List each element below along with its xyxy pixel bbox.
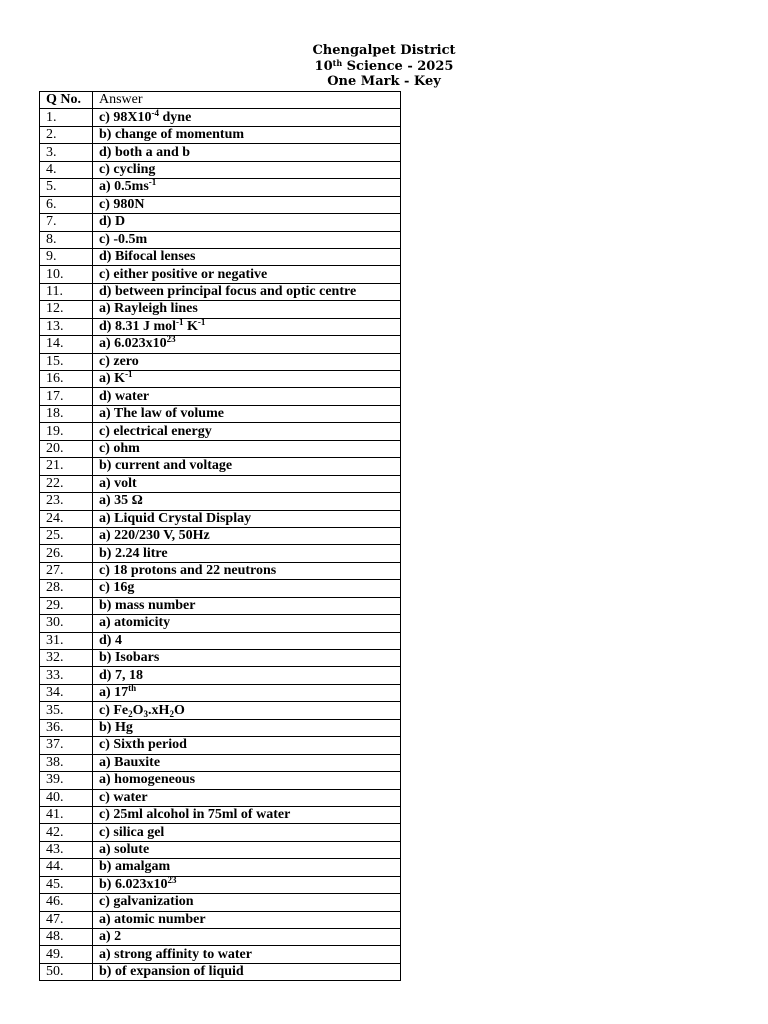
answer-fragment: d) 8.31 J mol (99, 318, 176, 334)
table-row (40, 405, 401, 422)
question-number: 25. (40, 527, 93, 544)
answer-fragment: a) volt (99, 475, 137, 491)
column-header-answer: Answer (93, 92, 401, 109)
table-row (40, 458, 401, 475)
answer-text (93, 109, 401, 126)
answer-text (93, 929, 401, 946)
answer-text (93, 371, 401, 388)
question-number: 44. (40, 859, 93, 876)
answer-text (93, 336, 401, 353)
question-number: 2. (40, 126, 93, 143)
table-row (40, 562, 401, 579)
exam-subject-year: Science - 2025 (342, 58, 454, 74)
table-row (40, 109, 401, 126)
table-row (40, 336, 401, 353)
question-number: 28. (40, 580, 93, 597)
table-row (40, 702, 401, 719)
answer-fragment: c) galvanization (99, 894, 194, 910)
question-number: 6. (40, 196, 93, 213)
table-row (40, 911, 401, 928)
table-row (40, 684, 401, 701)
table-row (40, 597, 401, 614)
answer-fragment: c) 16g (99, 580, 135, 596)
answer-superscript: -1 (197, 318, 206, 327)
answer-text (93, 946, 401, 963)
answer-text (93, 684, 401, 701)
question-number: 4. (40, 161, 93, 178)
table-row (40, 737, 401, 754)
answer-fragment: c) silica gel (99, 824, 165, 840)
table-row (40, 510, 401, 527)
answer-fragment: a) atomic number (99, 911, 206, 927)
table-row (40, 248, 401, 265)
answer-subscript: 3 (143, 708, 149, 719)
table-row (40, 929, 401, 946)
answer-text (93, 597, 401, 614)
answer-text (93, 440, 401, 457)
answer-fragment: b) Isobars (99, 650, 160, 666)
answer-text (93, 911, 401, 928)
answer-fragment: O (132, 702, 144, 718)
answer-fragment: b) 6.023x10 (99, 876, 168, 892)
question-number: 21. (40, 458, 93, 475)
table-row (40, 946, 401, 963)
answer-fragment: b) mass number (99, 597, 196, 613)
table-row (40, 475, 401, 492)
answer-fragment: dyne (159, 109, 192, 125)
answer-text (93, 144, 401, 161)
answer-fragment: a) 6.023x10 (99, 336, 167, 352)
answer-fragment: a) 0.5ms (99, 179, 149, 195)
answer-superscript: -1 (176, 318, 184, 327)
table-row (40, 266, 401, 283)
answer-fragment: d) 7, 18 (99, 667, 143, 683)
answer-text (93, 772, 401, 789)
answer-fragment: O (173, 702, 185, 718)
table-row (40, 824, 401, 841)
table-row (40, 493, 401, 510)
answer-fragment: b) amalgam (99, 859, 171, 875)
answer-fragment: c) -0.5m (99, 231, 148, 247)
answer-fragment: K (183, 318, 198, 334)
table-row (40, 719, 401, 736)
answer-text (93, 702, 401, 719)
answer-text (93, 806, 401, 823)
table-row (40, 876, 401, 893)
table-row (40, 545, 401, 562)
question-number: 49. (40, 946, 93, 963)
answer-fragment: a) Rayleigh lines (99, 301, 198, 317)
exam-grade: 10 (314, 58, 333, 74)
answer-text (93, 580, 401, 597)
question-number: 40. (40, 789, 93, 806)
answer-text (93, 510, 401, 527)
table-row (40, 789, 401, 806)
question-number: 7. (40, 214, 93, 231)
answer-text (93, 650, 401, 667)
answer-fragment: b) Hg (99, 719, 133, 735)
table-row (40, 440, 401, 457)
answer-fragment: d) water (99, 388, 150, 404)
answer-fragment: a) solute (99, 842, 150, 858)
answer-text (93, 231, 401, 248)
table-row (40, 179, 401, 196)
answer-fragment: b) 2.24 litre (99, 545, 168, 561)
answer-text (93, 615, 401, 632)
answer-text (93, 737, 401, 754)
answer-text (93, 963, 401, 980)
answer-text (93, 789, 401, 806)
table-row (40, 894, 401, 911)
question-number: 20. (40, 440, 93, 457)
exam-title (254, 59, 514, 75)
answer-fragment: a) atomicity (99, 615, 171, 631)
table-row (40, 650, 401, 667)
answer-text (93, 876, 401, 893)
answer-fragment: c) 98X10 (99, 109, 152, 125)
question-number: 50. (40, 963, 93, 980)
table-row (40, 353, 401, 370)
answer-text (93, 214, 401, 231)
answer-key-body (40, 109, 401, 981)
table-row (40, 580, 401, 597)
answer-text (93, 894, 401, 911)
table-row (40, 318, 401, 335)
table-row (40, 214, 401, 231)
question-number: 32. (40, 650, 93, 667)
question-number: 22. (40, 475, 93, 492)
table-row (40, 126, 401, 143)
table-row (40, 423, 401, 440)
answer-fragment: c) Sixth period (99, 737, 187, 753)
table-row (40, 615, 401, 632)
table-row (40, 196, 401, 213)
answer-text (93, 493, 401, 510)
answer-fragment: a) homogeneous (99, 772, 196, 788)
answer-superscript: -1 (148, 178, 157, 188)
question-number: 26. (40, 545, 93, 562)
answer-fragment: a) 35 Ω (99, 493, 143, 509)
answer-fragment: a) 220/230 V, 50Hz (99, 528, 210, 544)
table-row (40, 231, 401, 248)
answer-text (93, 841, 401, 858)
answer-fragment: c) electrical energy (99, 423, 212, 439)
question-number: 29. (40, 597, 93, 614)
question-number: 17. (40, 388, 93, 405)
answer-fragment: d) between principal focus and optic centre (99, 284, 357, 300)
question-number: 19. (40, 423, 93, 440)
answer-fragment: d) D (99, 214, 126, 230)
question-number: 38. (40, 754, 93, 771)
answer-text (93, 667, 401, 684)
answer-fragment: d) both a and b (99, 144, 191, 160)
answer-superscript: -1 (125, 370, 133, 380)
question-number: 24. (40, 510, 93, 527)
question-number: 23. (40, 493, 93, 510)
answer-superscript: -4 (151, 108, 159, 118)
answer-fragment: a) The law of volume (99, 406, 224, 422)
question-number: 39. (40, 772, 93, 789)
question-number: 47. (40, 911, 93, 928)
answer-text (93, 266, 401, 283)
answer-superscript: 23 (166, 335, 176, 345)
answer-text (93, 632, 401, 649)
answer-fragment: b) current and voltage (99, 458, 233, 474)
answer-text (93, 458, 401, 475)
table-row (40, 388, 401, 405)
answer-fragment: a) Bauxite (99, 754, 161, 770)
question-number: 10. (40, 266, 93, 283)
answer-text (93, 161, 401, 178)
question-number: 27. (40, 562, 93, 579)
key-title: One Mark - Key (327, 74, 441, 90)
table-row (40, 301, 401, 318)
answer-fragment: c) either positive or negative (99, 266, 268, 282)
answer-fragment: a) 17 (99, 685, 129, 701)
answer-fragment: c) water (99, 789, 148, 805)
answer-subscript: 2 (169, 708, 174, 719)
answer-text (93, 179, 401, 196)
answer-fragment: a) K (99, 371, 126, 387)
district-title: Chengalpet District (312, 43, 456, 58)
question-number: 42. (40, 824, 93, 841)
answer-fragment: d) 4 (99, 632, 122, 648)
table-row (40, 283, 401, 300)
answer-fragment: c) 18 protons and 22 neutrons (99, 563, 277, 579)
answer-fragment: b) of expansion of liquid (99, 964, 244, 980)
column-header-qno: Q No. (40, 92, 93, 109)
answer-fragment: d) Bifocal lenses (99, 249, 196, 265)
question-number: 16. (40, 371, 93, 388)
answer-text (93, 126, 401, 143)
answer-text (93, 475, 401, 492)
question-number: 48. (40, 929, 93, 946)
question-number: 37. (40, 737, 93, 754)
question-number: 3. (40, 144, 93, 161)
table-row (40, 371, 401, 388)
answer-fragment: c) zero (99, 353, 139, 369)
answer-fragment: c) 980N (99, 196, 145, 212)
answer-fragment: .xH (148, 702, 170, 718)
question-number: 14. (40, 336, 93, 353)
answer-superscript: 23 (167, 876, 177, 885)
table-header-row (40, 92, 401, 109)
question-number: 1. (40, 109, 93, 126)
table-row (40, 667, 401, 684)
table-row (40, 754, 401, 771)
question-number: 5. (40, 179, 93, 196)
answer-fragment: a) strong affinity to water (99, 946, 252, 962)
question-number: 18. (40, 405, 93, 422)
answer-text (93, 859, 401, 876)
answer-text (93, 719, 401, 736)
answer-text (93, 405, 401, 422)
answer-subscript: 2 (128, 708, 133, 719)
question-number: 45. (40, 876, 93, 893)
table-row (40, 144, 401, 161)
question-number: 9. (40, 248, 93, 265)
question-number: 15. (40, 353, 93, 370)
answer-fragment: c) ohm (99, 440, 140, 456)
answer-text (93, 545, 401, 562)
answer-text (93, 388, 401, 405)
question-number: 41. (40, 806, 93, 823)
table-row (40, 963, 401, 980)
question-number: 34. (40, 684, 93, 701)
answer-text (93, 196, 401, 213)
exam-grade-suffix: th (332, 57, 343, 68)
answer-fragment: b) change of momentum (99, 127, 245, 143)
document-heading (254, 43, 514, 90)
answer-text (93, 318, 401, 335)
question-number: 43. (40, 841, 93, 858)
question-number: 11. (40, 283, 93, 300)
answer-text (93, 754, 401, 771)
answer-fragment: c) cycling (99, 161, 156, 177)
question-number: 8. (40, 231, 93, 248)
answer-fragment: a) Liquid Crystal Display (99, 510, 252, 526)
answer-fragment: a) 2 (99, 929, 122, 945)
answer-text (93, 423, 401, 440)
table-row (40, 161, 401, 178)
question-number: 12. (40, 301, 93, 318)
answer-text (93, 527, 401, 544)
table-row (40, 772, 401, 789)
answer-key-table (39, 91, 401, 981)
table-row (40, 806, 401, 823)
question-number: 13. (40, 318, 93, 335)
answer-fragment: c) Fe (99, 702, 129, 718)
answer-superscript: th (128, 684, 137, 694)
answer-text (93, 248, 401, 265)
question-number: 30. (40, 615, 93, 632)
answer-text (93, 301, 401, 318)
answer-text (93, 562, 401, 579)
question-number: 36. (40, 719, 93, 736)
question-number: 46. (40, 894, 93, 911)
question-number: 31. (40, 632, 93, 649)
answer-text (93, 283, 401, 300)
answer-fragment: c) 25ml alcohol in 75ml of water (99, 807, 291, 823)
answer-text (93, 353, 401, 370)
table-row (40, 632, 401, 649)
answer-text (93, 824, 401, 841)
table-row (40, 859, 401, 876)
question-number: 35. (40, 702, 93, 719)
table-row (40, 841, 401, 858)
table-row (40, 527, 401, 544)
question-number: 33. (40, 667, 93, 684)
